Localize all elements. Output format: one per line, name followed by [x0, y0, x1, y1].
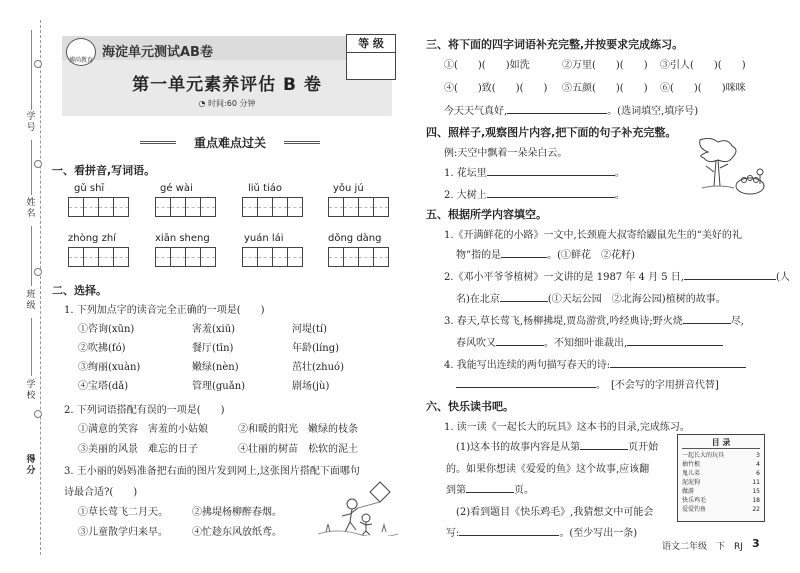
question-2-1: 1. 下列加点字的读音完全正确的一项是( ): [64, 305, 265, 316]
answer-blank[interactable]: [459, 535, 559, 536]
tree-flowerbed-illustration: [688, 138, 768, 198]
option-text[interactable]: ④壮丽的树苗 松软的泥土: [238, 444, 358, 455]
q61-d: 页。: [514, 485, 534, 496]
toc-title: 目 录: [682, 437, 760, 449]
example-sentence: 例:天空中飘着一朵朵白云。: [444, 148, 568, 159]
side-line: [31, 226, 32, 286]
page-title: 第一单元素养评估 B 卷: [132, 75, 322, 95]
question-5-3: [444, 312, 744, 327]
school-label: 学校: [26, 380, 36, 401]
focus-heading: 重点难点过关: [140, 134, 320, 151]
option-text[interactable]: ①草长莺飞二月天。: [78, 507, 168, 518]
q51-b: 。(①鲜花 ②花籽): [547, 250, 635, 261]
option-text[interactable]: ①咨询(xūn): [78, 324, 135, 335]
section-6-title: 六、快乐读书吧。: [426, 400, 514, 413]
section-4-title: 四、照样子,观察图片内容,把下面的句子补充完整。: [426, 126, 677, 139]
question-5-1: 1.《开满鲜花的小路》一文中,长颈鹿大叔寄给鼹鼠先生的“美好的礼: [444, 230, 742, 241]
option-text: 餐厅(tīn): [192, 343, 234, 354]
time-limit: [62, 98, 392, 109]
toc-row: [682, 487, 760, 496]
question-2-2: 2. 下列词语搭配有误的一项是( ): [64, 405, 225, 416]
idiom-item[interactable]: ①( )( )如洗: [444, 60, 530, 71]
name-label: 姓名: [26, 198, 36, 219]
binding-hole: [34, 410, 42, 418]
option-text[interactable]: ③儿童散学归来早。: [78, 527, 168, 538]
question-6-1-1-end: [446, 481, 534, 496]
answer-blank[interactable]: [487, 197, 615, 198]
q61-b: 页开始: [628, 442, 659, 453]
toc-item-name: 泥泥狗: [682, 479, 701, 486]
answer-blank[interactable]: [580, 449, 628, 450]
pinyin-1: gǔ shī: [74, 183, 105, 194]
toc-item-page: 22: [752, 506, 760, 513]
toc-item-page: 4: [756, 461, 760, 468]
section-5-title: 五、根据所学内容填空。: [426, 208, 547, 221]
q52-end: (人: [775, 272, 790, 283]
q53-c: 春风吹又: [456, 338, 496, 349]
option-text[interactable]: ④忙趁东风放纸鸢。: [192, 527, 282, 538]
clock-icon: ◔: [198, 99, 209, 108]
q52-a: 2.《邓小平爷爷植树》一文讲的是 1987 年 4 月 5 日,: [444, 272, 684, 283]
option-text: 河堤(tí): [292, 324, 328, 335]
toc-item-name: 做游: [682, 488, 695, 495]
q62-a: 写:: [446, 528, 460, 539]
option-text: 年龄(líng): [292, 343, 340, 354]
toc-item-name: 爱爱钓鱼: [682, 506, 707, 513]
toc-row: [682, 496, 760, 505]
option-text[interactable]: ②和暖的阳光 嫩绿的枝条: [238, 424, 358, 435]
binding-hole: [34, 160, 42, 168]
toc-row: [682, 505, 760, 514]
option-text[interactable]: ①满意的笑容 害羞的小姑娘: [78, 424, 208, 435]
question-6-1-1-cont: 的。如果你想读《爱爱的鱼》这个故事,应该翻: [446, 464, 650, 475]
kite-children-illustration: [318, 478, 398, 536]
question-2-3-cont: 诗最合适?( ): [64, 487, 138, 498]
writing-grid-2[interactable]: [155, 197, 215, 217]
option-text: 嫩绿(nèn): [192, 362, 239, 373]
q54-note: 。 [不会写的字用拼音代替]: [596, 380, 719, 391]
toc-row: [682, 478, 760, 487]
question-5-2-cont: [456, 290, 726, 305]
writing-grid-6[interactable]: [155, 247, 215, 267]
toc-row: [682, 469, 760, 478]
side-line: [31, 318, 32, 376]
writing-grid-5[interactable]: [68, 247, 128, 267]
question-5-2: [444, 268, 790, 283]
q53-b: 尽,: [730, 316, 744, 327]
answer-blank[interactable]: [627, 345, 723, 346]
writing-grid-3[interactable]: [242, 197, 302, 217]
option-text[interactable]: ②吹拂(fó): [78, 343, 126, 354]
q61-a: (1)这本书的故事内容是从第: [456, 442, 581, 453]
option-text: 害羞(xiū): [192, 324, 236, 335]
toc-item-page: 18: [752, 497, 760, 504]
question-2-3: 3. 王小丽的妈妈准备把右面的图片发到网上,这张图片搭配下面哪句: [64, 466, 360, 477]
student-id-label: 学号: [26, 112, 36, 133]
question-4-1-text: 1. 花坛里: [444, 168, 487, 179]
answer-blank[interactable]: [501, 257, 547, 258]
page-number: 3: [752, 537, 760, 550]
answer-blank[interactable]: [684, 279, 776, 280]
toc-item-name: 一起长大的玩具: [682, 452, 725, 459]
writing-grid-1[interactable]: [68, 197, 128, 217]
answer-blank[interactable]: [507, 113, 607, 114]
q62-b: 。(至少写出一条): [559, 528, 638, 539]
answer-blank[interactable]: [683, 323, 731, 324]
toc-item-name: 鬼儿弟: [682, 470, 701, 477]
toc-item-page: 3: [756, 452, 760, 459]
pinyin-6: xiān sheng: [155, 233, 210, 244]
side-line: [31, 140, 32, 195]
question-6-1: 1. 读一读《一起长大的玩具》这本书的目录,完成练习。: [444, 422, 690, 433]
class-label: 班级: [26, 290, 36, 311]
binding-hole: [34, 268, 42, 276]
q54-text: 4. 我能写出连续的两句描写春天的诗:: [444, 360, 611, 371]
section-3-title: 三、将下面的四字词语补充完整,并按要求完成练习。: [426, 38, 684, 51]
question-6-1-1: [456, 438, 658, 453]
writing-grid-4[interactable]: [328, 197, 388, 217]
answer-blank[interactable]: [500, 301, 548, 302]
answer-blank[interactable]: [496, 345, 544, 346]
question-6-1-2-cont: [446, 524, 637, 539]
answer-blank[interactable]: [456, 387, 596, 388]
pinyin-2: gé wài: [160, 183, 193, 194]
pinyin-5: zhòng zhí: [68, 233, 116, 244]
idiom-item[interactable]: ③引人( )( ): [660, 60, 746, 71]
fill-suffix: 。(选词填空,填序号): [607, 106, 699, 117]
section-2-title: 二、选择。: [52, 284, 107, 297]
question-4-2-text: 2. 大树上: [444, 190, 487, 201]
logo-text: 博尚教育: [68, 57, 93, 64]
q61-c: 到第: [446, 485, 466, 496]
toc-item-name: 抽竹根: [682, 461, 701, 468]
score-label: 得分: [26, 455, 36, 476]
question-5-3-cont: [456, 334, 723, 349]
question-5-4-cont: [456, 376, 719, 391]
pinyin-4: yǒu jú: [333, 183, 364, 194]
answer-blank[interactable]: [610, 367, 746, 368]
idiom-fill: [444, 102, 698, 117]
answer-blank[interactable]: [487, 175, 615, 176]
q52-c: (①天坛公园 ②北海公园)植树的故事。: [547, 294, 726, 305]
pinyin-3: liǔ tiáo: [248, 183, 283, 194]
q53-a: 3. 春天,草长莺飞,杨柳拂堤,贾岛游赏,吟经典诗;野火烧: [444, 316, 683, 327]
toc-item-page: 11: [752, 479, 760, 486]
option-text[interactable]: ④宝塔(dǎ): [78, 381, 129, 392]
writing-grid-8[interactable]: [328, 247, 388, 267]
side-line: [31, 30, 32, 110]
option-text: 茁壮(zhuó): [292, 362, 344, 373]
toc-item-page: 6: [756, 470, 760, 477]
level-label: 等 级: [347, 35, 395, 53]
pinyin-7: yuán lái: [244, 233, 284, 244]
option-text: 剧场(jù): [292, 381, 330, 392]
series-name: 海淀单元测试AB卷: [102, 45, 213, 60]
option-text[interactable]: ③绚丽(xuàn): [78, 362, 141, 373]
question-4-1: 1. 花坛里 。: [444, 168, 625, 179]
section-1-title: 一、看拼音,写词语。: [52, 164, 156, 177]
footer-subject: 语文二年级 下 RJ: [662, 542, 743, 552]
idiom-item[interactable]: ⑥( )( )咪咪: [660, 83, 746, 94]
option-text: 管理(guǎn): [192, 381, 246, 392]
idiom-item[interactable]: ②万里( )( ): [562, 60, 648, 71]
time-text: 时间:60 分钟: [208, 99, 256, 108]
question-4-2: 2. 大树上 。: [444, 190, 625, 201]
fill-prefix: 今天天气真好,: [444, 106, 508, 117]
binding-line: [40, 20, 41, 555]
option-text[interactable]: ③美丽的风景 难忘的日子: [78, 444, 198, 455]
toc-item-page: 15: [752, 488, 760, 495]
question-6-1-2: (2)看到题目《快乐鸡毛》,我猜想文中可能会: [456, 507, 654, 518]
q51-a: 物”指的是: [456, 250, 502, 261]
option-text[interactable]: ②拂堤杨柳醉春烟。: [192, 507, 282, 518]
question-5-1-cont: [456, 246, 635, 261]
idiom-item[interactable]: ④( )致( )( ): [444, 83, 548, 94]
q52-b: 名)在北京: [456, 294, 500, 305]
q53-d: 。不知细叶谁裁出,: [544, 338, 628, 349]
toc-row: [682, 451, 760, 460]
idiom-item[interactable]: ⑤五颜( )( ): [562, 83, 648, 94]
question-5-4: [444, 356, 746, 371]
pinyin-8: dǒng dàng: [328, 233, 382, 244]
answer-blank[interactable]: [466, 492, 514, 493]
binding-hole: [34, 60, 42, 68]
toc-row: [682, 460, 760, 469]
toc-item-name: 快乐鸡毛: [682, 497, 707, 504]
publisher-logo: [66, 38, 96, 66]
book-table-of-contents: [677, 434, 765, 522]
writing-grid-7[interactable]: [242, 247, 302, 267]
